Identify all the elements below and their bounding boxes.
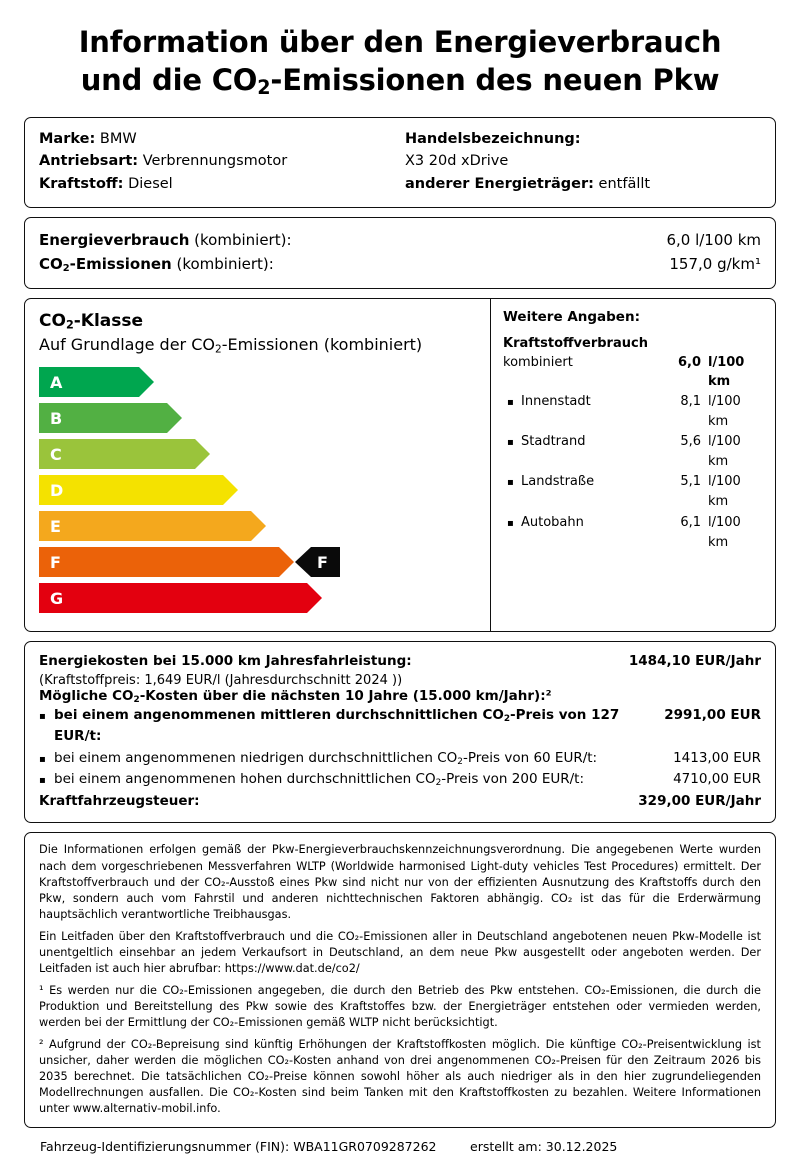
co2-emissions-row: $CO_2$-Emissionen (kombiniert): 157,0 g/km¹ [39,252,761,277]
created-label: erstellt am: [470,1138,542,1154]
created-value: 30.12.2025 [545,1138,618,1154]
co2-class-marker: F [311,547,340,577]
fin-value: WBA11GR0709287262 [293,1138,437,1154]
vehicle-tax-value: 329,00 EUR/Jahr [638,792,761,809]
other-energy-value: entfällt [598,175,651,192]
co2-emissions-value: 157,0 g/km¹ [669,255,761,274]
bullet-icon [39,769,54,791]
fuel-detail-unit: l/100 km [708,474,741,510]
co2-cost-amount: 2991,00 EUR [664,706,761,723]
fin-row [40,1139,470,1154]
bullet-icon [507,392,521,432]
bullet-icon [507,513,521,553]
fuel-detail-value: 5,6 [680,434,701,450]
fuel-detail-value: 6,1 [680,514,701,530]
brand-label: Marke: [39,130,96,147]
model-value-row [405,150,761,172]
energy-consumption-suffix: (kombiniert): [189,231,292,250]
fuel-detail-unit: l/100 km [708,393,741,429]
fuel-label: Kraftstoff: [39,175,124,192]
fuel-detail-value: 5,1 [680,474,701,490]
drive-row [39,150,395,172]
co2-cost-text: bei einem angenommenen hohen durchschnittlichen $CO_2$-Preis von 200 EUR/t: [54,771,585,789]
co2-cost-row [39,748,761,770]
model-label: Handelsbezeichnung: [405,130,581,147]
bullet-icon [39,705,54,748]
co2-class-box [24,298,776,632]
brand-value: BMW [99,130,137,147]
fuel-detail-row [503,392,763,432]
co2-cost-row [39,769,761,791]
energy-consumption-row [39,228,761,252]
co2-cost-row [39,705,761,748]
vehicle-tax-label: Kraftfahrzeugsteuer: [39,792,200,809]
further-details-heading: Weitere Angaben: [503,309,640,326]
co2-class-row-B [39,403,476,434]
legal-notes-box [24,832,776,1128]
created-row [470,1139,760,1154]
fuel-detail-label: Landstraße [521,474,595,490]
legal-footnote-2: ² Aufgrund der CO₂-Bepreisung sind künftig Erhöhungen der Kraftstoffkosten möglich. Die künftige CO₂-Preisentwicklung ist unsicher, daher werden die möglichen CO₂-Kosten anhand von drei angenommenen CO₂-Preisen für den Zeitraum 2026 bis 2035 berechnet. Die tatsächlichen CO₂-Preise können sowohl höher als auch niedriger als in den hier zugrundeliegenden Modellrechnungen ausfallen. Die CO₂-Kosten sind beim Tanken mit den Kraftstoffkosten zu bezahlen. Weitere Informationen unter www.alternativ-mobil.info. [39,1037,761,1115]
co2-cost-heading: Mögliche $CO_2$-Kosten über die nächsten 10 Jahre (15.000 km/Jahr):² [39,687,552,705]
bullet-icon [39,748,54,770]
fuel-detail-row [503,472,763,512]
page-title [24,24,776,101]
model-label-row [405,128,761,150]
co2-cost-text: bei einem angenommenen mittleren durchschnittlichen $CO_2$-Preis von 127 EUR/t: [54,706,620,745]
fuel-detail-value: 8,1 [680,393,701,409]
co2-class-row-D [39,475,476,506]
fin-label: Fahrzeug-Identifizierungsnummer (FIN): [40,1138,290,1154]
fuel-detail-unit: l/100 km [708,434,741,470]
brand-row [39,128,395,150]
fuel-detail-label: Innenstadt [521,393,591,409]
vehicle-info-box [24,117,776,208]
energy-cost-row [39,651,761,673]
fuel-detail-row [503,432,763,472]
co2-class-bar-A: A [39,367,139,397]
co2-class-heading: $CO_2$-Klasse [39,311,144,332]
fuel-detail-label: Autobahn [521,514,584,530]
co2-cost-amount: 1413,00 EUR [673,749,761,766]
co2-class-row-A [39,367,476,398]
further-details-panel [490,299,775,631]
bullet-icon [507,432,521,472]
co2-class-row-F [39,547,476,578]
energy-cost-label: Energiekosten bei 15.000 km Jahresfahrleistung: [39,652,412,669]
costs-box [24,641,776,824]
fuel-row [39,173,395,195]
fuel-detail-unit: l/100 km [708,514,741,550]
co2-cost-amount: 4710,00 EUR [673,771,761,788]
other-energy-label: anderer Energieträger: [405,175,594,192]
fuel-consumption-group-title: Kraftstoffverbrauch [503,336,648,352]
co2-class-row-C [39,439,476,470]
co2-class-bar-F: F [39,547,279,577]
legal-paragraph-1: Die Informationen erfolgen gemäß der Pkw-Energieverbrauchskennzeichnungsverordnung. Die angegebenen Werte wurden nach dem vorgeschriebenen Messverfahren WLTP (Worldwide harmonised Light-duty vehicles Test Procedures) ermittelt. Der Kraftstoffverbrauch und der CO₂-Ausstoß eines Pkw sind nicht nur von der effizienten Ausnutzung des Kraftstoffs durch den Pkw, sondern auch vom Fahrstil und anderen nichttechnischen Faktoren abhängig. CO₂ ist das für die Erderwärmung hauptsächlich verantwortliche Treibhausgas. [39,843,761,921]
co2-class-bar-D: D [39,475,223,505]
co2-class-bar-G: G [39,583,307,613]
fuel-price-note: (Kraftstoffpreis: 1,649 EUR/l (Jahresdurchschnitt 2024 )) [39,672,403,688]
bullet-icon [507,472,521,512]
energy-consumption-value: 6,0 l/100 km [666,231,761,250]
co2-class-bar-B: B [39,403,167,433]
co2-cost-text: bei einem angenommenen niedrigen durchschnittlichen $CO_2$-Preis von 60 EUR/t: [54,749,598,767]
co2-class-row-E [39,511,476,542]
fuel-value: Diesel [128,175,173,192]
co2-class-scale [39,367,476,614]
co2-class-subheading: Auf Grundlage der $CO_2$-Emissionen (kombiniert) [39,334,423,355]
co2-class-bar-C: C [39,439,195,469]
energy-consumption-label: Energieverbrauch [39,231,190,250]
vehicle-tax-row [39,791,761,813]
co2-emissions-suffix: (kombiniert): [171,255,274,274]
drive-value: Verbrennungsmotor [142,153,288,170]
title-line-2: und die $CO_2$-Emissionen des neuen Pkw [80,62,720,99]
model-value: X3 20d xDrive [405,153,509,170]
co2-class-bar-E: E [39,511,251,541]
drive-label: Antriebsart: [39,153,139,170]
legal-footnote-1: ¹ Es werden nur die CO₂-Emissionen angegeben, die durch den Betrieb des Pkw entstehen. CO₂-Emissionen, die durch die Produktion und Bereitstellung des Pkw sowie des Kraftstoffes bzw. der Energieträger entstehen oder vermieden werden, werden bei der Ermittlung der CO₂-Emissionen gemäß WLTP nicht berücksichtigt. [39,983,761,1029]
consumption-box [24,217,776,289]
fuel-detail-row [503,513,763,553]
other-energy-row [405,173,761,195]
document-footer [24,1137,776,1160]
fuel-combined-row: kombiniert 6,0 l/100 km [503,354,745,390]
fuel-detail-label: Stadtrand [521,434,586,450]
energy-cost-value: 1484,10 EUR/Jahr [628,652,761,669]
legal-paragraph-2: Ein Leitfaden über den Kraftstoffverbrauch und die CO₂-Emissionen aller in Deutschland angebotenen neuen Pkw-Modelle ist unentgeltlich einsehbar an jedem Verkaufsort in Deutschland, an dem neue Pkw ausgestellt oder angeboten werden. Der Leitfaden ist auch hier abrufbar: https://www.dat.de/co2/ [39,929,761,975]
co2-class-row-G [39,583,476,614]
title-line-1: Information über den Energieverbrauch [78,25,722,59]
